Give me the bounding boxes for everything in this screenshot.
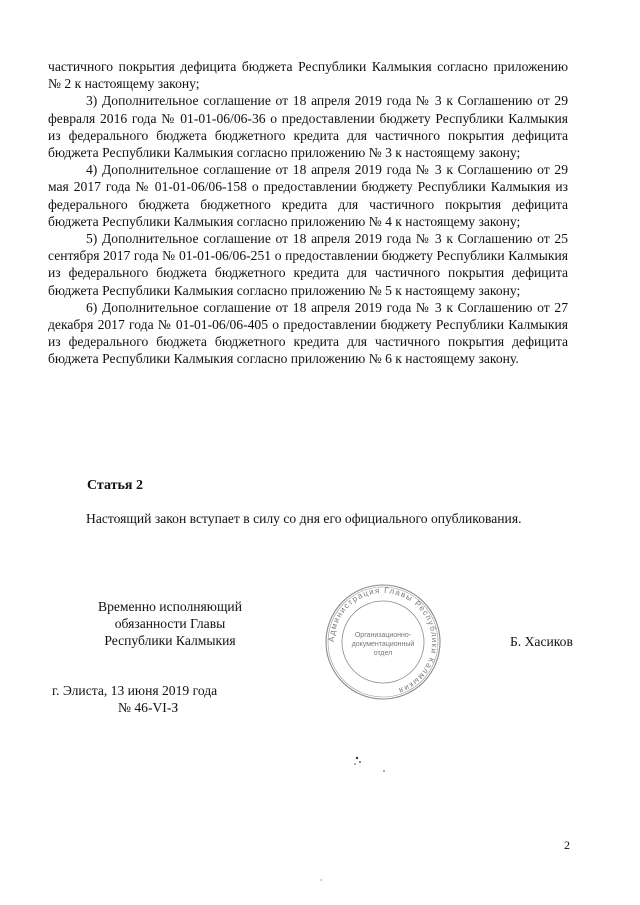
- paragraph-item-3: 3) Дополнительное соглашение от 18 апреля 2019 года № 3 к Соглашению от 29 февраля 2016 года № 01-01-06/06-36 о предоставлении бюджету Республики Калмыкия из федерального бюджета бюджетного кредита для частичного покрытия дефицита бюджета Республики Калмыкия согласно приложению № 3 к настоящему закону;: [48, 93, 568, 161]
- law-number: № 46-VI-З: [118, 700, 179, 716]
- law-text-body: [48, 58, 568, 368]
- stamp-inner-line: документационный: [351, 641, 415, 648]
- paragraph-item-6: 6) Дополнительное соглашение от 18 апреля 2019 года № 3 к Соглашению от 27 декабря 2017 года № 01-01-06/06-405 о предоставлении бюджету Республики Калмыкия из федерального бюджета бюджетного кредита для частичного покрытия дефицита бюджета Республики Калмыкия согласно приложению № 6 к настоящему закону.: [48, 299, 568, 367]
- paragraph-item-2-tail: частичного покрытия дефицита бюджета Республики Калмыкия согласно приложению № 2 к настоящему закону;: [48, 59, 568, 92]
- signatory-position-line: Республики Калмыкия: [104, 633, 236, 649]
- stamp-inner-line: отдел: [373, 650, 393, 657]
- signatory-position: [70, 598, 270, 650]
- article-2-text: Настоящий закон вступает в силу со дня его официального опубликования.: [86, 511, 522, 526]
- stamp-outer-text: Администрация Главы Республики Калмыкия: [326, 585, 440, 696]
- official-stamp: [324, 583, 442, 701]
- paragraph-item-4: 4) Дополнительное соглашение от 18 апреля 2019 года № 3 к Соглашению от 29 мая 2017 года № 01-01-06/06-158 о предоставлении бюджету Республики Калмыкия из федерального бюджета бюджетного кредита для частичного покрытия дефицита бюджета Республики Калмыкия согласно приложению № 4 к настоящему закону;: [48, 162, 568, 229]
- stamp-inner-line: Организационно-: [354, 632, 412, 639]
- place-date-block: [52, 682, 252, 716]
- signatory-name: Б. Хасиков: [510, 634, 573, 649]
- paragraph-item-5: 5) Дополнительное соглашение от 18 апреля 2019 года № 3 к Соглашению от 25 сентября 2017 года № 01-01-06/06-251 о предоставлении бюджету Республики Калмыкия из федерального бюджета бюджетного кредита для частичного покрытия дефицита бюджета Республики Калмыкия согласно приложению № 5 к настоящему закону;: [48, 231, 568, 298]
- page-number: 2: [564, 838, 570, 852]
- article-2-title: Статья 2: [87, 478, 143, 493]
- signatory-position-line: обязанности Главы: [114, 616, 226, 632]
- place-date: г. Элиста, 13 июня 2019 года: [52, 683, 218, 698]
- signatory-position-line: Временно исполняющий: [98, 599, 242, 614]
